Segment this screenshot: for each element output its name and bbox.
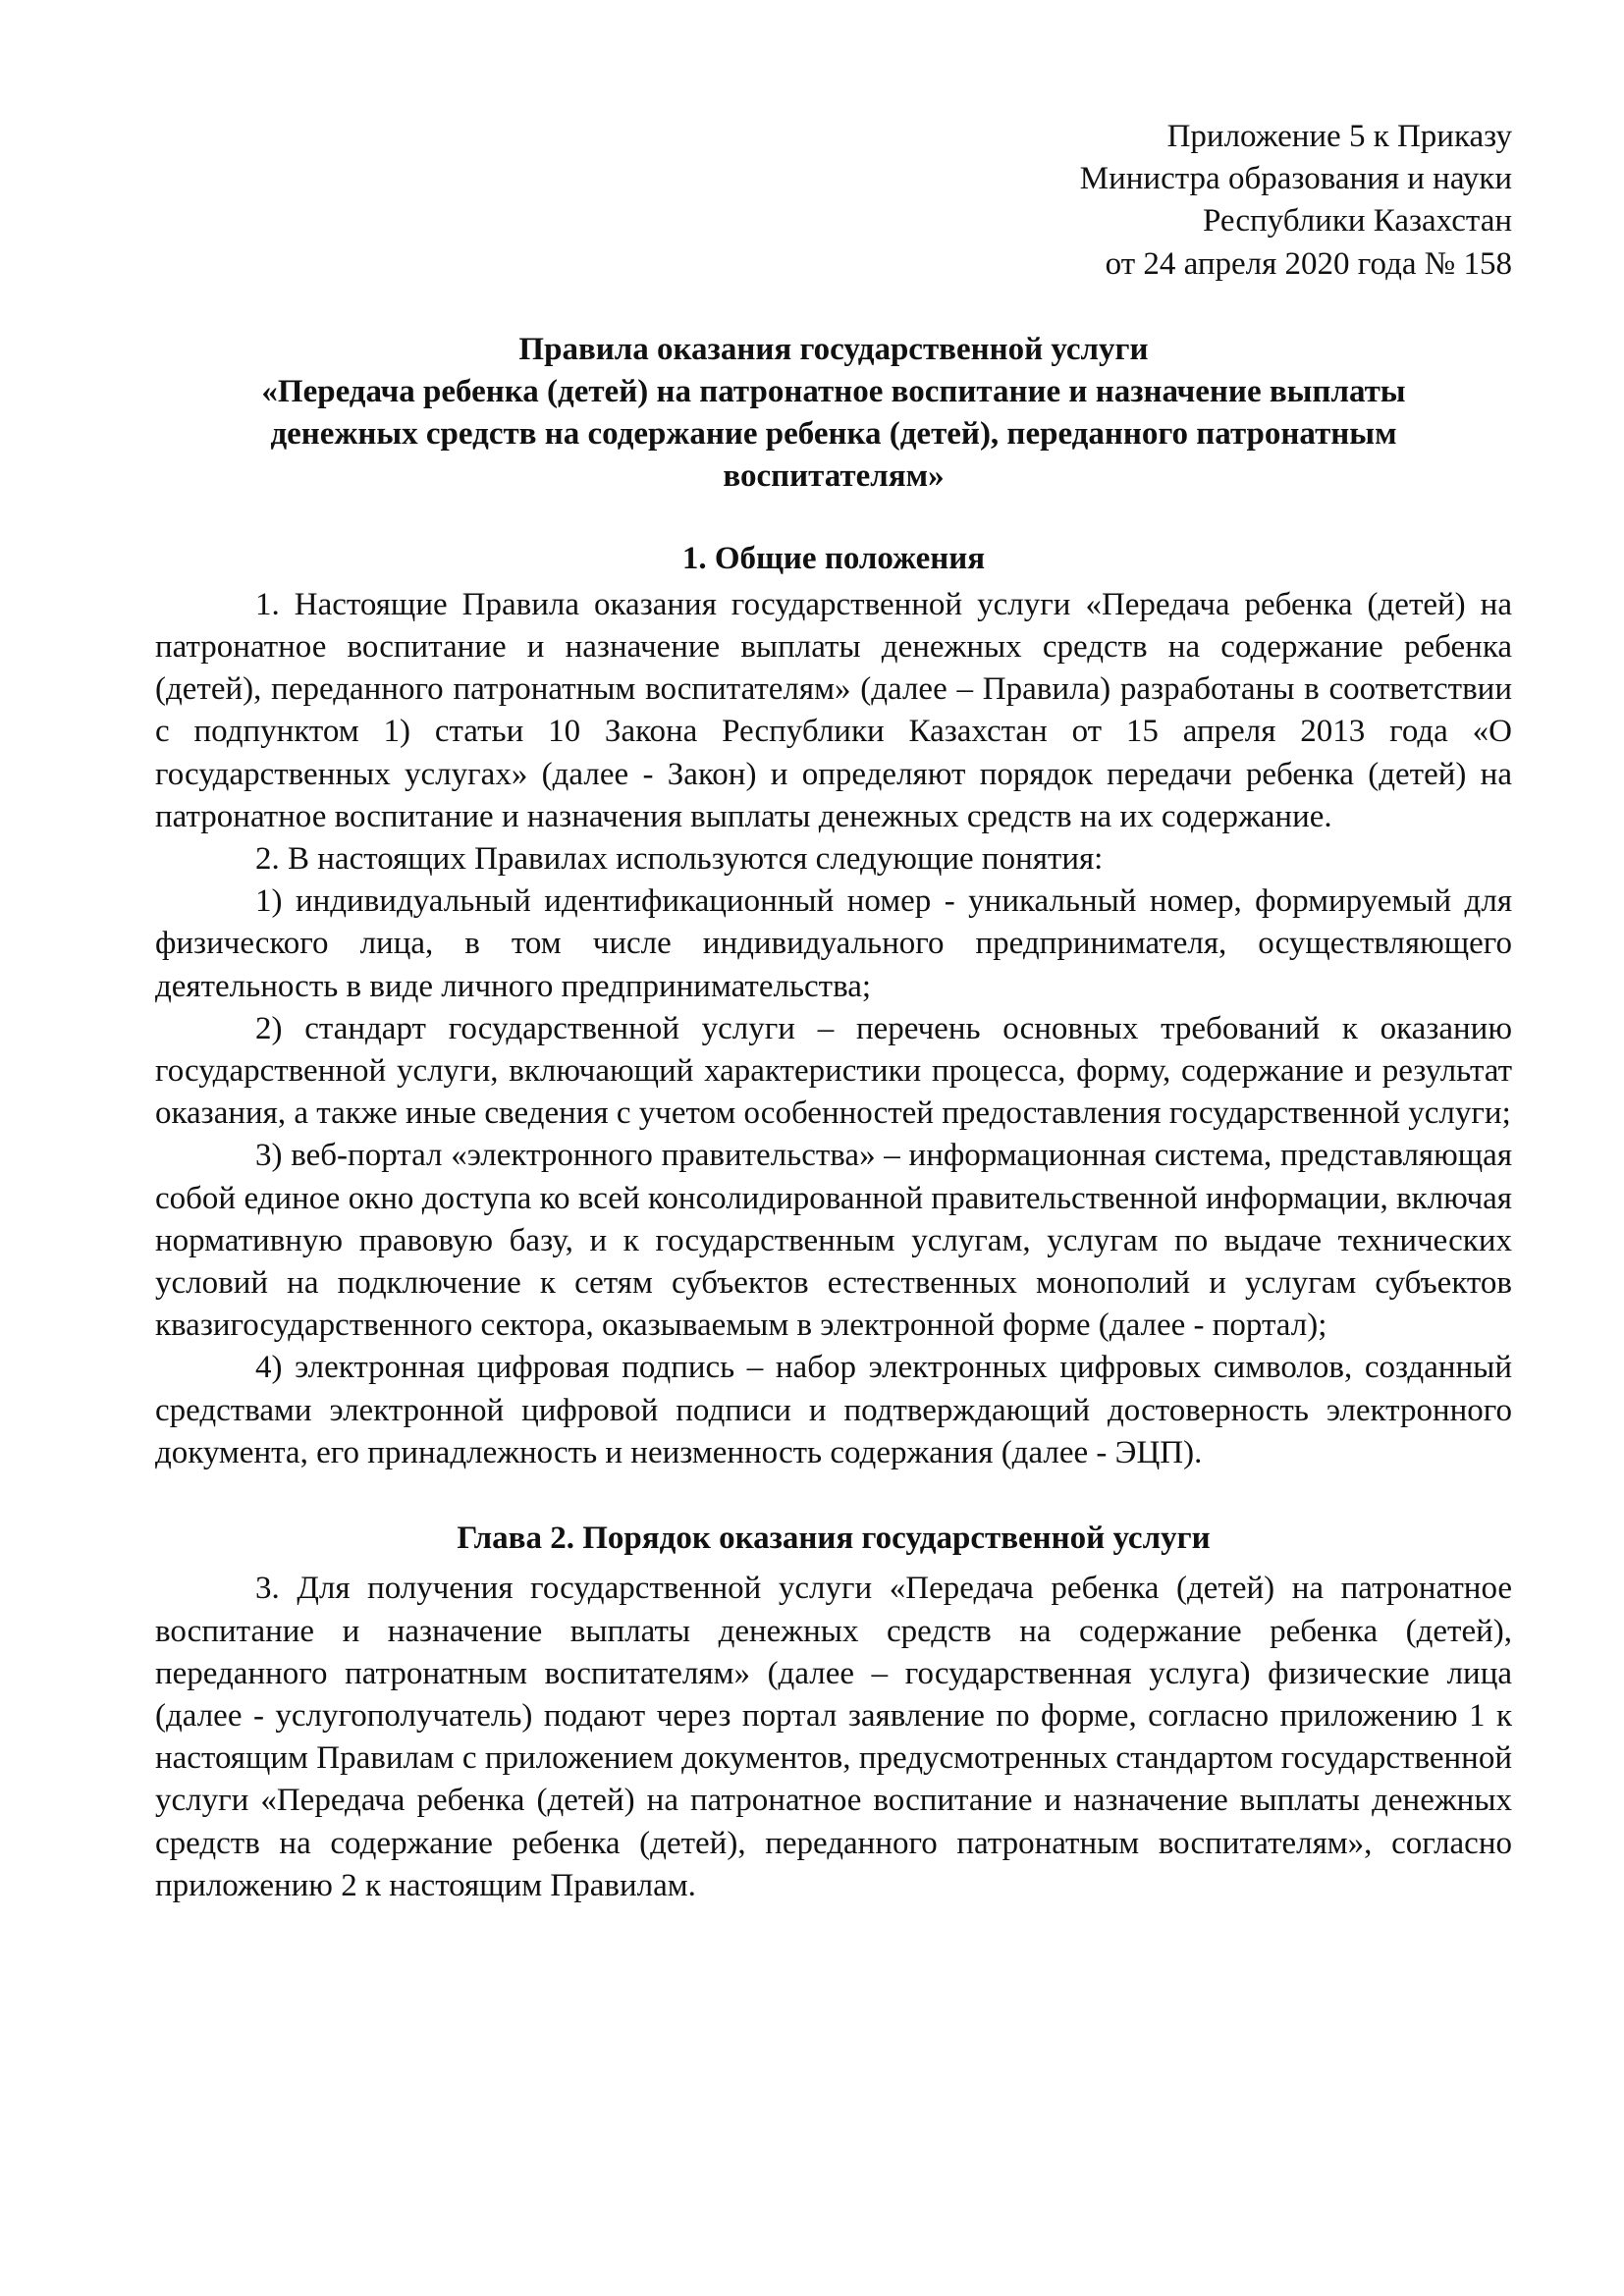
definition-item-1: 1) индивидуальный идентификационный номер - уникальный номер, формируемый для физического лица, в том числе индивидуального предпринимателя, осуществляющего деятельность в виде личного предпринимательства; [155, 883, 1512, 1004]
definition-item-3: 3) веб-портал «электронного правительства» – информационная система, представляющая собой единое окно доступа ко всей консолидированной правительственной информации, включая нормативную правовую базу, и к государственным услугам, услугам по выдаче технических условий на подключение к сетям субъектов естественных монополий и услугам субъектов квазигосударственного сектора, оказываемым в электронной форме (далее - портал); [155, 1138, 1512, 1344]
section-heading-general: 1. Общие положения [681, 540, 986, 576]
document-page [155, 116, 1512, 1907]
title-line: воспитателям» [723, 458, 945, 495]
paragraph-2: 2. В настоящих Правилах используются следующие понятия: [255, 841, 1104, 878]
title-line: денежных средств на содержание ребенка (детей), переданного патронатным [270, 416, 1397, 453]
definition-item-2: 2) стандарт государственной услуги – перечень основных требований к оказанию государственной услуги, включающий характеристики процесса, форму, содержание и результат оказания, а также иные сведения с учетом особенностей предоставления государственной услуги; [155, 1010, 1512, 1132]
annex-header [155, 116, 1512, 286]
paragraph-3: 3. Для получения государственной услуги «Передача ребенка (детей) на патронатное воспитание и назначение выплаты денежных средств на содержание ребенка (детей), переданного патронатным воспитателям» (далее – государственная услуга) физические лица (далее - услугополучатель) подают через портал заявление по форме, согласно приложению 1 к настоящим Правилам с приложением документов, предусмотренных стандартом государственной услуги «Передача ребенка (детей) на патронатное воспитание и назначение выплаты денежных средств на содержание ребенка (детей), переданного патронатным воспитателям», согласно приложению 2 к настоящим Правилам. [155, 1571, 1512, 1903]
title-line: Правила оказания государственной услуги [518, 331, 1149, 367]
document-title [155, 329, 1512, 499]
annex-line: Приложение 5 к Приказу [1166, 119, 1512, 154]
annex-line: Министра образования и науки [1079, 161, 1512, 197]
annex-line: от 24 апреля 2020 года № 158 [1105, 245, 1512, 282]
paragraph-1: 1. Настоящие Правила оказания государственной услуги «Передача ребенка (детей) на патронатное воспитание и назначение выплаты денежных средств на содержание ребенка (детей), переданного патронатным воспитателям» (далее – Правила) разработаны в соответствии с подпунктом 1) статьи 10 Закона Республики Казахстан от 15 апреля 2013 года «О государственных услугах» (далее - Закон) и определяют порядок передачи ребенка (детей) на патронатное воспитание и назначения выплаты денежных средств на их содержание. [155, 586, 1512, 834]
definition-item-4: 4) электронная цифровая подпись – набор электронных цифровых символов, созданный средствами электронной цифровой подписи и подтверждающий достоверность электронного документа, его принадлежность и неизменность содержания (далее - ЭЦП). [155, 1350, 1512, 1470]
annex-line: Республики Казахстан [1202, 203, 1512, 240]
title-line: «Передача ребенка (детей) на патронатное воспитание и назначение выплаты [261, 374, 1406, 410]
chapter-heading-2: Глава 2. Порядок оказания государственной услуги [457, 1521, 1211, 1557]
